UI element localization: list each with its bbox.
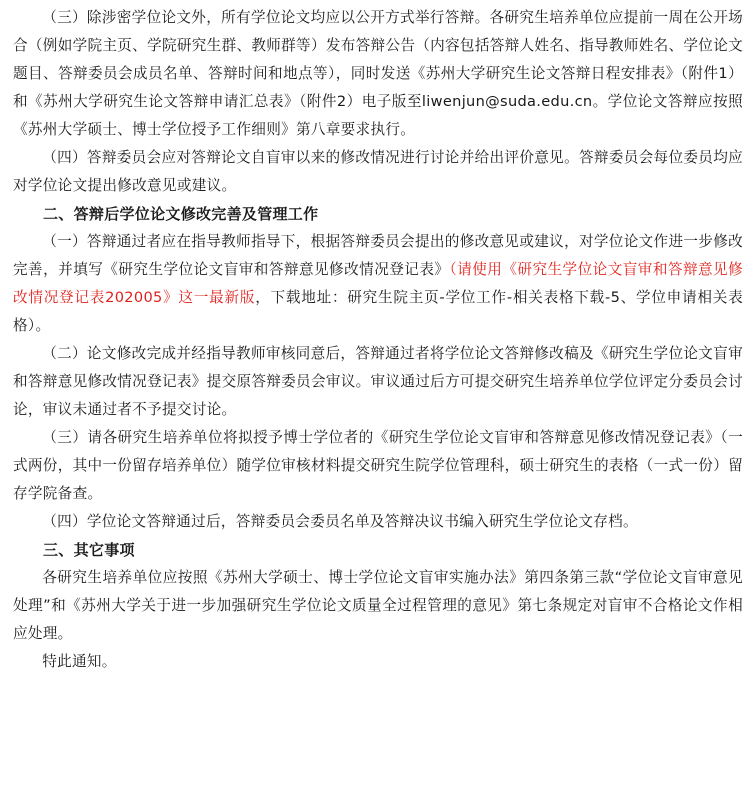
paragraph-committee-opinion: （四）答辩委员会应对答辩论文自盲审以来的修改情况进行讨论并给出评价意见。答辩委员会每位委员均应对学位论文提出修改意见或建议。 bbox=[13, 149, 743, 194]
section-heading-revision: 二、答辩后学位论文修改完善及管理工作 bbox=[43, 205, 319, 223]
section-heading-other: 三、其它事项 bbox=[43, 541, 135, 559]
paragraph-committee-review: （二）论文修改完成并经指导教师审核同意后，答辩通过者将学位论文答辩修改稿及《研究生学位论文盲审和答辩意见修改情况登记表》提交原答辩委员会审议。审议通过后方可提交研究生培养单位学位评定分委员会讨论，审议未通过者不予提交讨论。 bbox=[13, 345, 743, 418]
closing-statement: 特此通知。 bbox=[42, 653, 117, 670]
paragraph-blind-review-handling: 各研究生培养单位应按照《苏州大学硕士、博士学位论文盲审实施办法》第四条第三款“学位论文盲审意见处理”和《苏州大学关于进一步加强研究生学位论文质量全过程管理的意见》第七条规定对盲审不合格论文作相应处理。 bbox=[13, 569, 743, 642]
paragraph-archiving: （四）学位论文答辩通过后，答辩委员会委员名单及答辩决议书编入研究生学位论文存档。 bbox=[42, 513, 638, 530]
paragraph-form-submission: （三）请各研究生培养单位将拟授予博士学位者的《研究生学位论文盲审和答辩意见修改情况登记表》（一式两份，其中一份留存培养单位）随学位审核材料提交研究生院学位管理科，硕士研究生的表格（一式一份）留存学院备查。 bbox=[13, 429, 743, 502]
paragraph-public-defense: （三）除涉密学位论文外，所有学位论文均应以公开方式举行答辩。各研究生培养单位应提前一周在公开场合（例如学院主页、学院研究生群、教师群等）发布答辩公告（内容包括答辩人姓名、指导教师姓名、学位论文题目、答辩委员会成员名单、答辩时间和地点等），同时发送《苏州大学研究生论文答辩日程安排表》（附件1）和《苏州大学研究生论文答辩申请汇总表》（附件2）电子版至liwenjun@suda.edu.cn。学位论文答辩应按照《苏州大学硕士、博士学位授予工作细则》第八章要求执行。 bbox=[13, 9, 743, 138]
paragraph-revision-form bbox=[13, 228, 743, 340]
paragraph-revision-form-text: （一）答辩通过者应在指导教师指导下，根据答辩委员会提出的修改意见或建议，对学位论文作进一步修改完善，并填写《研究生学位论文盲审和答辩意见修改情况登记表》 bbox=[13, 233, 743, 278]
download-location-text: ，下载地址：研究生院主页-学位工作-相关表格下载-5、学位申请相关表格）。 bbox=[13, 289, 743, 334]
latest-version-notice: （请使用《研究生学位论文盲审和答辩意见修改情况登记表202005》这一最新版 bbox=[13, 261, 743, 306]
